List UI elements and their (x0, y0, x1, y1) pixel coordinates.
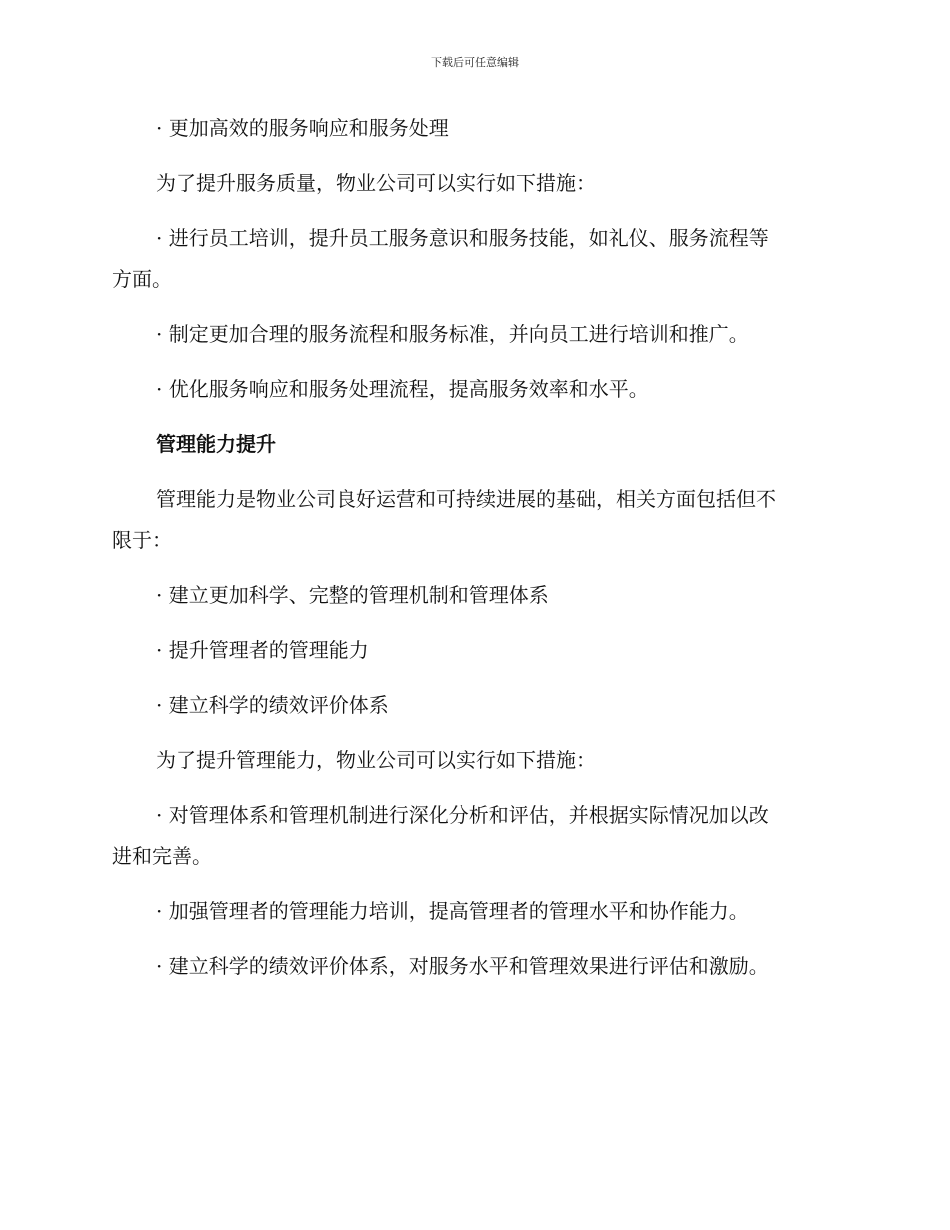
document-body (112, 108, 832, 987)
paragraph-continuation: 限于： (112, 528, 172, 552)
page-header: 下载后可任意编辑 (431, 56, 519, 69)
bullet-item-continuation: 进和完善。 (112, 844, 212, 868)
bullet-item: · 更加高效的服务响应和服务处理 (156, 116, 449, 140)
bullet-item: · 建立更加科学、完整的管理机制和管理体系 (156, 583, 549, 607)
bullet-item: · 建立科学的绩效评价体系，对服务水平和管理效果进行评估和激励。 (156, 954, 769, 978)
bullet-item: · 加强管理者的管理能力培训，提高管理者的管理水平和协作能力。 (156, 899, 749, 923)
paragraph: 为了提升管理能力，物业公司可以实行如下措施： (156, 748, 596, 772)
section-heading: 管理能力提升 (156, 432, 276, 456)
bullet-item-continuation: 方面。 (112, 267, 172, 291)
bullet-item: · 对管理体系和管理机制进行深化分析和评估，并根据实际情况加以改 (156, 803, 769, 827)
paragraph: 管理能力是物业公司良好运营和可持续进展的基础，相关方面包括但不 (156, 487, 776, 511)
bullet-item: · 进行员工培训，提升员工服务意识和服务技能，如礼仪、服务流程等 (156, 226, 769, 250)
bullet-item: · 制定更加合理的服务流程和服务标准，并向员工进行培训和推广。 (156, 322, 749, 346)
bullet-item: · 优化服务响应和服务处理流程，提高服务效率和水平。 (156, 377, 649, 401)
bullet-item: · 建立科学的绩效评价体系 (156, 693, 389, 717)
paragraph: 为了提升服务质量，物业公司可以实行如下措施： (156, 171, 596, 195)
bullet-item: · 提升管理者的管理能力 (156, 638, 369, 662)
